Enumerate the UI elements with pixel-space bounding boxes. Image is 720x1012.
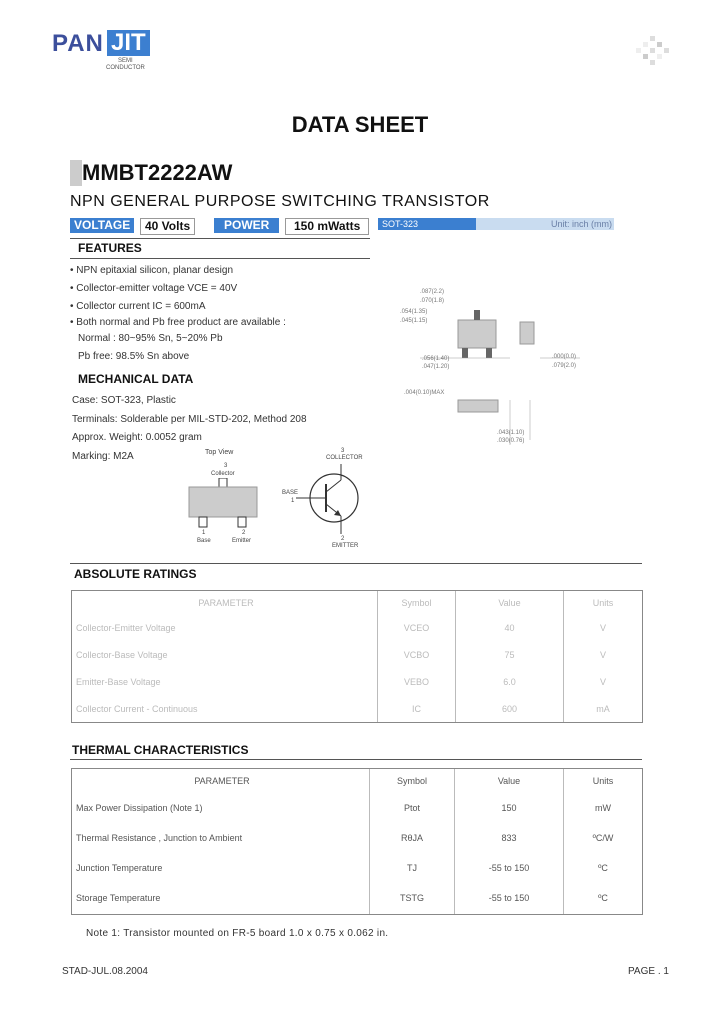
dim-label: .087(2.2) (420, 289, 445, 295)
symbol-pin2: 2 (341, 536, 345, 542)
table-cell: Max Power Dissipation (Note 1) (72, 793, 370, 823)
feature-item: • Both normal and Pb free product are available : (70, 317, 286, 328)
symbol-emitter: EMITTER (332, 543, 359, 549)
collector-label: Collector (211, 471, 235, 477)
power-label: POWER (214, 218, 279, 233)
pin2-label: 2 (242, 530, 246, 536)
feature-item: • Collector-emitter voltage VCE = 40V (70, 283, 238, 294)
emitter-label: Emitter (232, 538, 252, 544)
table-cell: V (564, 669, 643, 696)
features-list (70, 262, 286, 366)
logo-subtitle (106, 58, 145, 72)
page-title: DATA SHEET (291, 112, 429, 137)
mechanical-item: Marking: M2A (72, 450, 134, 462)
dim-label: .045(1.15) (400, 318, 428, 324)
symbol-pin1: 1 (291, 498, 295, 504)
decorative-dots-icon (636, 36, 670, 66)
table-cell: 833 (455, 823, 564, 853)
table-cell: ºC (564, 853, 643, 883)
dim-label: .047(1.20) (422, 364, 450, 370)
table-cell: 40 (456, 615, 564, 642)
table-header: Units (564, 769, 643, 793)
dim-label: .070(1.8) (420, 298, 445, 304)
footnote: Note 1: Transistor mounted on FR-5 board 1.0 x 0.75 x 0.062 in. (86, 928, 389, 939)
mechanical-item: Case: SOT-323, Plastic (72, 395, 176, 406)
mechanical-list (72, 392, 307, 466)
thermal-heading: THERMAL CHARACTERISTICS (72, 743, 249, 757)
table-header-row (72, 769, 643, 793)
table-cell: IC (378, 696, 456, 723)
dim-label: .056(1.40) (422, 356, 450, 362)
package-bar (378, 218, 614, 230)
feature-item: • NPN epitaxial silicon, planar design (70, 265, 234, 276)
table-cell: 600 (456, 696, 564, 723)
package-unit: Unit: inch (mm) (550, 219, 612, 229)
table-header-row (72, 591, 643, 615)
table-cell: Ptot (370, 793, 455, 823)
symbol-collector: COLLECTOR (326, 455, 363, 461)
table-row (72, 883, 643, 915)
table-header: PARAMETER (72, 769, 370, 793)
package-name: SOT-323 (378, 218, 476, 230)
power-value: 150 mWatts (285, 218, 369, 235)
thermal-table (71, 768, 643, 915)
table-cell: Thermal Resistance , Junction to Ambient (72, 823, 370, 853)
pin1-label: 1 (202, 530, 206, 536)
dim-label: .030(0.76) (497, 438, 525, 444)
part-number: MMBT2222AW (82, 160, 233, 185)
table-cell: ºC/W (564, 823, 643, 853)
dim-label: .043(1.10) (497, 430, 525, 436)
part-description: NPN GENERAL PURPOSE SWITCHING TRANSISTOR (70, 193, 490, 210)
mechanical-item: Terminals: Solderable per MIL-STD-202, Method 208 (72, 413, 307, 425)
base-label: Base (197, 538, 211, 544)
logo-sub-conductor: CONDUCTOR (106, 65, 145, 71)
table-cell: V (564, 642, 643, 669)
table-row (72, 615, 643, 642)
table-header: Value (456, 591, 564, 615)
table-row (72, 853, 643, 883)
symbol-base: BASE (282, 490, 299, 496)
feature-item: • Collector current IC = 600mA (70, 301, 206, 312)
feature-item: Pb free: 98.5% Sn above (78, 351, 190, 362)
features-heading: FEATURES (78, 241, 142, 255)
table-row (72, 696, 643, 723)
footer-page: PAGE . 1 (628, 966, 669, 977)
feature-item: Normal : 80~95% Sn, 5~20% Pb (78, 333, 223, 344)
absolute-ratings-table (71, 590, 643, 723)
table-cell: -55 to 150 (455, 883, 564, 915)
dim-label: .079(2.0) (552, 363, 577, 369)
table-header: Symbol (378, 591, 456, 615)
table-header: PARAMETER (72, 591, 378, 615)
logo-sub-semi: SEMI (118, 58, 133, 64)
table-header: Value (455, 769, 564, 793)
table-cell: Collector-Emitter Voltage (72, 615, 378, 642)
table-cell: Collector Current - Continuous (72, 696, 378, 723)
table-cell: Emitter-Base Voltage (72, 669, 378, 696)
part-marker (70, 160, 82, 186)
table-cell: Junction Temperature (72, 853, 370, 883)
logo-pan: PAN (52, 30, 104, 57)
table-cell: VEBO (378, 669, 456, 696)
table-row (72, 642, 643, 669)
table-cell: Storage Temperature (72, 883, 370, 915)
table-cell: VCBO (378, 642, 456, 669)
dim-label: .004(0.10)MAX (404, 390, 445, 396)
table-cell: ºC (564, 883, 643, 915)
table-cell: 150 (455, 793, 564, 823)
table-cell: TJ (370, 853, 455, 883)
mechanical-item: Approx. Weight: 0.0052 gram (72, 432, 202, 443)
dim-label: .054(1.35) (400, 309, 428, 315)
voltage-label: VOLTAGE (70, 218, 134, 233)
logo-jit: JIT (107, 30, 150, 56)
top-view-icon (186, 478, 266, 530)
table-header: Symbol (370, 769, 455, 793)
symbol-pin3: 3 (341, 448, 345, 454)
pin3-label: 3 (224, 463, 228, 469)
table-cell: RθJA (370, 823, 455, 853)
features-rule (70, 238, 370, 239)
table-header: Units (564, 591, 643, 615)
table-row (72, 669, 643, 696)
table-cell: TSTG (370, 883, 455, 915)
table-cell: mW (564, 793, 643, 823)
thermal-rule (70, 759, 642, 760)
table-cell: mA (564, 696, 643, 723)
table-row (72, 823, 643, 853)
mechanical-heading: MECHANICAL DATA (78, 372, 194, 386)
features-rule-bottom (70, 258, 370, 259)
table-cell: V (564, 615, 643, 642)
footer-doc-id: STAD-JUL.08.2004 (62, 966, 148, 977)
table-cell: VCEO (378, 615, 456, 642)
voltage-value: 40 Volts (140, 218, 195, 235)
npn-symbol-icon (296, 464, 366, 534)
table-cell: 75 (456, 642, 564, 669)
absolute-heading: ABSOLUTE RATINGS (74, 567, 197, 581)
table-cell: -55 to 150 (455, 853, 564, 883)
dim-label: .000(0.0) (552, 354, 577, 360)
table-row (72, 793, 643, 823)
top-view-label: Top View (205, 449, 234, 456)
absolute-rule (70, 563, 642, 564)
table-cell: 6.0 (456, 669, 564, 696)
table-cell: Collector-Base Voltage (72, 642, 378, 669)
